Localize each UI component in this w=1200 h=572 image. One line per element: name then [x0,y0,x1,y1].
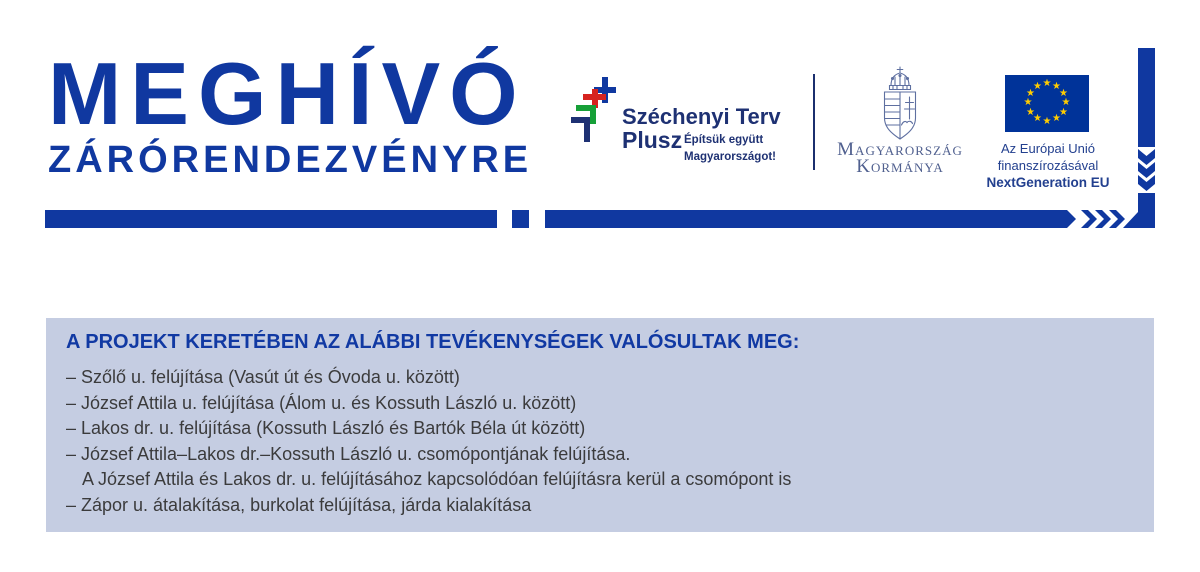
eu-flag-stars [1005,75,1089,132]
eu-star-icon: ★ [1052,80,1061,92]
szechenyi-tagline-line1: Építsük együtt [684,134,764,146]
szechenyi-brand-line1: Széchenyi Terv [622,104,781,129]
eu-star-icon: ★ [1023,97,1033,108]
activity-item: – József Attila u. felújítása (Álom u. és Kossuth László u. között) [66,392,577,413]
chevron-down-icon [1138,162,1155,178]
eu-funding-line2: finanszírozásával [997,157,1099,173]
government-label-line1: Magyarország [837,139,963,160]
eu-star-icon: ★ [1058,87,1068,99]
activity-item: – Zápor u. átalakítása, burkolat felújítása, járda kialakítása [66,494,532,515]
corner-elbow [1123,193,1155,228]
project-activities-box [46,318,1154,532]
eu-star-icon: ★ [1026,87,1036,99]
eu-star-icon: ★ [1033,113,1042,125]
activity-item: – Lakos dr. u. felújítása (Kossuth László és Bartók Béla út között) [66,418,586,438]
activity-item: – Szőlő u. felújítása (Vasút út és Óvoda u. között) [66,367,460,387]
hungary-coat-of-arms-icon [876,66,924,142]
eu-star-icon: ★ [1058,106,1068,118]
page-title: MEGHÍVÓ [48,44,527,143]
vertical-bar [1138,48,1155,147]
eu-funding-line1: Az Európai Unió [1001,141,1095,156]
chevron-down-icon [1138,175,1155,191]
activities-heading: A PROJEKT KERETÉBEN AZ ALÁBBI TEVÉKENYSÉGEK VALÓSULTAK MEG: [66,331,800,353]
underline-bar-right [545,210,1076,228]
chevron-right-icon [1095,210,1111,228]
eu-program-name: NextGeneration EU [986,175,1110,190]
government-label [828,141,972,175]
szechenyi-brand-line2: Plusz [622,127,683,153]
szechenyi-tagline-line2: Magyarországot! [684,151,777,163]
eu-star-icon: ★ [1042,116,1052,127]
activity-item-continuation: A József Attila és Lakos dr. u. felújításához kapcsolódóan felújításra kerül a csomópont is [82,469,792,489]
szechenyi-tagline [684,132,776,166]
eu-star-icon: ★ [1042,78,1052,89]
activity-item: – József Attila–Lakos dr.–Kossuth László u. csomópontjának felújítása. [66,443,631,464]
chevron-right-icon [1109,210,1125,228]
eu-star-icon: ★ [1033,80,1042,92]
eu-star-icon: ★ [1026,106,1036,118]
chevron-right-icon [1081,210,1097,228]
logo-divider-line [813,74,815,170]
page-subtitle: ZÁRÓRENDEZVÉNYRE [48,139,533,181]
government-label-line2: Kormánya [856,156,944,177]
underline-bar-square [512,210,529,228]
activity-list [66,365,791,518]
eu-star-icon: ★ [1052,113,1061,125]
eu-star-icon: ★ [1061,97,1071,108]
underline-bar-left [45,210,497,228]
eu-funding-label [983,141,1113,192]
chevron-down-icon [1138,149,1155,165]
